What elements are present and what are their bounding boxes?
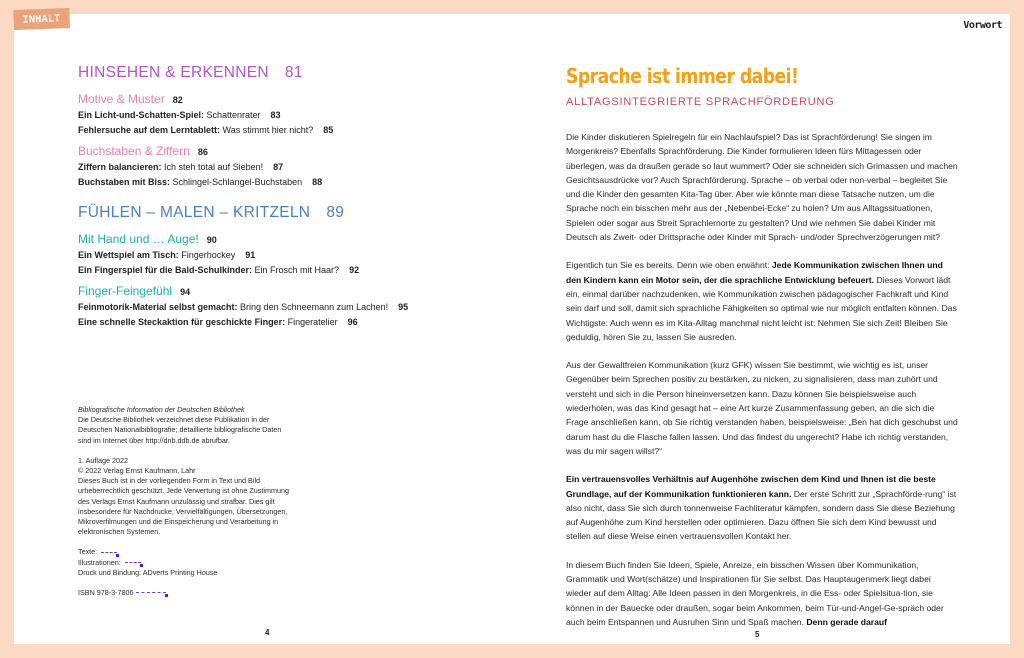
p2-text: Eigentlich tun Sie es bereits. Denn wie oben erwähnt: — [566, 260, 772, 271]
redaction-mark — [136, 592, 166, 594]
imprint-line: © 2022 Verlag Ernst Kaufmann, Lahr — [78, 466, 196, 476]
entry-page-number: 88 — [312, 177, 323, 187]
p4-bold: Ein vertrauensvolles Verhältnis auf Augenhöhe zwischen dem Kind und Ihnen ist die beste Grundlage, auf der Kommunikation funktionieren kann. — [566, 474, 936, 499]
paragraph-3: Aus der Gewaltfreien Kommunikation (kurz GFK) wissen Sie bestimmt, wie wichtig es ist, unser Gegenüber beim Sprechen positiv zu bestärken, zu nicken, zu signalisieren, dass man zuhört und versteht und sich in die Person hineinversetzen kann. Dazu können Sie beispielsweise auch wiederholen, was das Kind gesagt hat – eine Art kurze Zusammenfassung geben, an die sich die Frage anschließen kann, ob Sie richtig verstanden haben, beispielsweise: „Ben hat dich geschubst und darum hast du die Flasche fallen lassen. Und das findest du ungerecht? Habe ich richtig verstanden, was du mir sagen willst?“ — [566, 360, 958, 456]
entry-bold: Ein Fingerspiel für die Bald-Schulkinder: — [78, 265, 253, 275]
entry-text: Ich steh total auf Sieben! — [161, 162, 264, 172]
toc-chapter-title[interactable] — [78, 204, 498, 222]
toc-chapter — [78, 204, 498, 330]
section-title-text: Buchstaben & Ziffern — [78, 144, 190, 158]
inhalt-tab-label: INHALT — [22, 12, 61, 26]
imprint-block — [78, 405, 318, 598]
redaction-mark — [125, 562, 141, 564]
chapter-page-number: 81 — [284, 64, 303, 81]
toc-section-title[interactable] — [78, 144, 498, 158]
toc-section — [78, 92, 498, 138]
entry-page-number: 83 — [270, 110, 281, 120]
toc-chapter — [78, 64, 498, 190]
entry-page-number: 92 — [349, 265, 360, 275]
toc-entry[interactable] — [78, 175, 498, 190]
section-page-number: 90 — [206, 235, 217, 245]
p5-text: In diesem Buch finden Sie Ideen, Spiele, Anreize, ein bisschen Wissen über Kommunikation, Grammatik und Wort(schätze) und Inspirationen für Sie selbst. Das Hauptaugenmerk liegt dabei wieder auf dem Alltag: Alle Ideen passen in den Morgenkreis, in die Ess- oder Spielsitua-tion, sie können in der Bauecke oder draußen, sogar beim Ankommen, beim Tür-und-Angel-Ge-spräch oder auch beim Entspannen und Ausruhen Sinn und Spaß machen. — [566, 559, 944, 627]
chapter-page-number: 89 — [326, 204, 345, 221]
toc-entry[interactable] — [78, 160, 498, 175]
paragraph-4 — [566, 472, 958, 543]
toc-entry[interactable] — [78, 263, 498, 278]
imprint-texte — [78, 547, 318, 557]
imprint-illustrationen — [78, 558, 318, 568]
entry-text: Bring den Schneemann zum Lachen! — [237, 302, 389, 312]
entry-bold: Buchstaben mit Biss: — [78, 177, 171, 187]
isbn-text: ISBN 978-3-7806 — [78, 588, 134, 598]
chapter-title-text: HINSEHEN & ERKENNEN — [78, 64, 269, 81]
toc-section — [78, 144, 498, 190]
texte-label: Texte: — [78, 547, 100, 557]
section-title-text: Motive & Muster — [78, 92, 165, 106]
inhalt-tab — [13, 8, 70, 30]
toc-chapter-title[interactable] — [78, 64, 498, 82]
entry-page-number: 87 — [273, 162, 284, 172]
vorwort-page — [566, 64, 958, 643]
paragraph-2 — [566, 258, 958, 344]
entry-page-number: 96 — [347, 317, 358, 327]
entry-text: Was stimmt hier nicht? — [220, 125, 314, 135]
entry-page-number: 85 — [323, 125, 334, 135]
toc-section-title[interactable] — [78, 284, 498, 298]
paragraph-5 — [566, 558, 958, 629]
entry-bold: Ziffern balancieren: — [78, 162, 162, 172]
page-title: Sprache ist immer dabei! — [566, 64, 799, 88]
imprint-line: Dieses Buch ist in der vorliegenden Form in Text und Bild — [78, 476, 261, 486]
running-header-vorwort: Vorwort — [963, 20, 1002, 31]
section-page-number: 82 — [172, 95, 183, 105]
toc-section-title[interactable] — [78, 232, 498, 246]
entry-bold: Fehlersuche auf dem Lerntablett: — [78, 125, 221, 135]
entry-page-number: 91 — [245, 250, 256, 260]
toc-entry[interactable] — [78, 315, 498, 330]
redaction-mark — [101, 552, 117, 554]
page-subtitle: ALLTAGSINTEGRIERTE SPRACHFÖRDERUNG — [566, 96, 835, 108]
entry-text: Fingeratelier — [285, 317, 338, 327]
toc-section — [78, 232, 498, 278]
entry-text: Schattenrater — [204, 110, 261, 120]
imprint-heading: Bibliografische Information der Deutschen Bibliothek — [78, 405, 245, 414]
imprint-line: Die Deutsche Bibliothek verzeichnet diese Publikation in der — [78, 415, 270, 425]
imprint-druck: Druck und Bindung: ADverts Printing House — [78, 567, 218, 577]
entry-bold: Ein Wettspiel am Tisch: — [78, 250, 179, 260]
section-page-number: 86 — [197, 147, 208, 157]
p4-text: Der erste Schritt zur „Sprachförde-rung“ ist also nicht, dass Sie sich durch tonnenweise Fachliteratur kämpfen, sondern dass Sie diese Beziehung auf Augenhöhe zum Kind herstellen oder optimieren. Dazu öffnen Sie sich dem Kind bewusst und stellen auf diese Weise einen vertrauensvollen Kontakt her. — [566, 488, 957, 542]
toc-entry[interactable] — [78, 123, 498, 138]
entry-bold: Eine schnelle Steckaktion für geschickte Finger: — [78, 317, 286, 327]
imprint-line: elektronischen Systemen. — [78, 527, 161, 537]
toc-entry[interactable] — [78, 248, 498, 263]
p2-text-after: Dieses Vorwort lädt ein, einmal darüber nachzudenken, wie Kommunikation zwischen pädagogischer Fachkraft und Kind sein darf und soll, damit sich sprachliche Fähigkeiten so optimal wie nur möglich entfalten können. Das Wichtigste: Auch wenn es im Kita-Alltag manchmal nicht leicht ist: Nehmen Sie sich Zeit! Bleiben Sie geduldig, hören Sie zu, lassen Sie ausreden. — [566, 274, 957, 342]
p5-bold: Denn gerade darauf — [806, 616, 888, 627]
imprint-line: urheberrechtlich geschützt. Jede Verwertung ist ohne Zustimmung — [78, 486, 289, 496]
paragraph-1: Die Kinder diskutieren Spielregeln für ein Nachlaufspiel? Das ist Sprachförderung! Sie singen im Morgenkreis? Ebenfalls Sprachförderung. Die Kinder formulieren Ideen fürs Mittagessen oder überlegen, was da draußen gerade so laut wummert? Oder sie schneiden sich Grimassen und machen Gesichtsausdrücke vor? Auch Sprachförderung. Sprache – ob verbal oder non-verbal – begleitet Sie und die Kinder den gesamten Kita-Tag über. Aber wie könnte man diese Tatsache nutzen, um die Sprache noch ein bisschen mehr aus der „Nebenbei-Ecke“ zu holen? Um aus Alltagssituationen, Spielen oder sogar aus Streit Sprachlernorte zu gestalten? Und wie nehmen Sie dabei Kinder mit Deutsch als Zweit- oder Drittsprache oder Kinder mit Sprach- und/oder Sprechverzögerungen mit? — [566, 132, 958, 243]
illustrationen-label: Illustrationen: — [78, 557, 123, 567]
p2-bold: Jede Kommunikation zwischen Ihnen und den Kindern kann ein Motor sein, der die sprachliche Entwicklung befeuert. — [566, 260, 943, 285]
entry-text: Schlingel-Schlangel-Buchstaben — [170, 177, 303, 187]
imprint-line: insbesondere für Nachdrucke, Vervielfältigungen, Übersetzungen, — [78, 506, 288, 516]
imprint-line: Mikroverfilmungen und die Einspeicherung und Verarbeitung in — [78, 517, 279, 527]
toc-section — [78, 284, 498, 330]
section-page-number: 94 — [180, 287, 191, 297]
imprint-line: Deutschen Nationalbibliografie; detaillierte bibliografische Daten — [78, 425, 282, 435]
imprint-line: sind im Internet über http://dnb.ddb.de abrufbar. — [78, 435, 230, 445]
left-page-number: 4 — [265, 628, 270, 637]
toc-entry[interactable] — [78, 300, 498, 315]
entry-text: Fingerhockey — [178, 250, 236, 260]
toc-entry[interactable] — [78, 108, 498, 123]
chapter-title-text: FÜHLEN – MALEN – KRITZELN — [78, 204, 311, 221]
table-of-contents — [78, 64, 498, 344]
section-title-text: Finger-Feingefühl — [78, 284, 173, 298]
imprint-isbn — [78, 588, 318, 598]
toc-section-title[interactable] — [78, 92, 498, 106]
right-page-number: 5 — [755, 630, 760, 639]
section-title-text: Mit Hand und … Auge! — [78, 232, 199, 246]
entry-bold: Ein Licht-und-Schatten-Spiel: — [78, 110, 204, 120]
entry-text: Ein Frosch mit Haar? — [252, 265, 340, 275]
entry-page-number: 95 — [398, 302, 409, 312]
imprint-line: 1. Auflage 2022 — [78, 455, 128, 465]
entry-bold: Feinmotorik-Material selbst gemacht: — [78, 302, 238, 312]
imprint-line: des Verlags Ernst Kaufmann unzulässig und strafbar. Dies gilt — [78, 496, 275, 506]
